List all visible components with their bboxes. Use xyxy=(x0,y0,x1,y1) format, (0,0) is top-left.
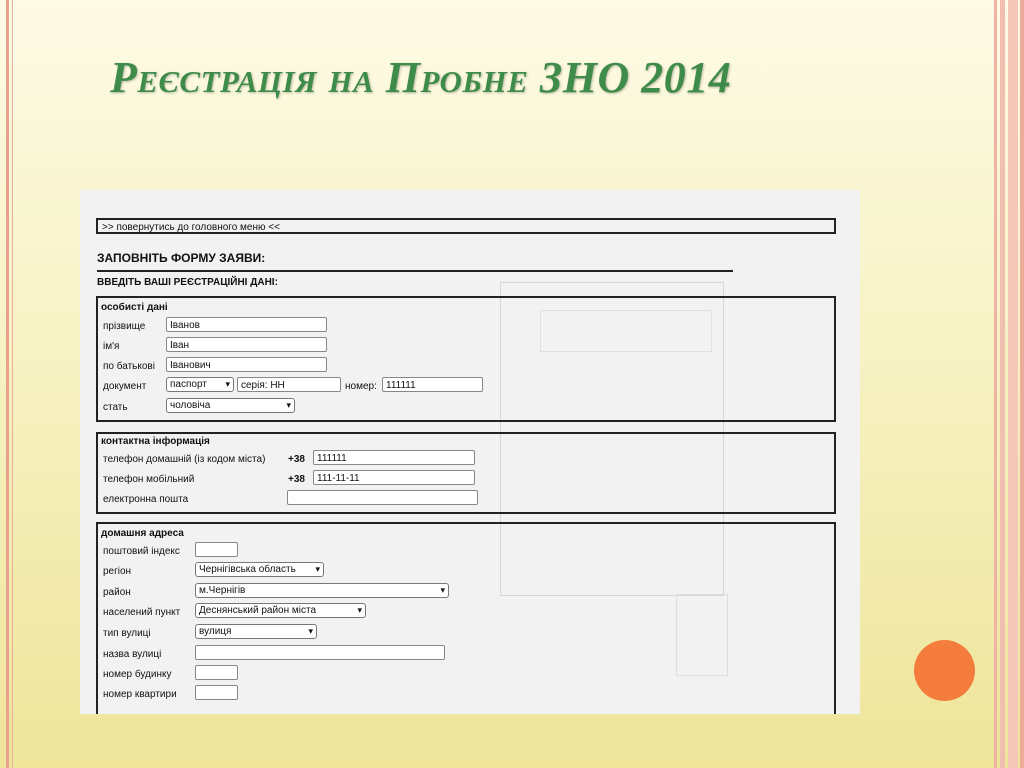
heading-divider xyxy=(97,270,733,272)
left-decor-stripe xyxy=(6,0,9,768)
mobile-phone-label: телефон мобільний xyxy=(103,474,195,485)
house-number-input[interactable] xyxy=(195,665,238,680)
gender-select-value: чоловіча xyxy=(170,400,211,411)
district-select[interactable] xyxy=(195,583,449,598)
decorative-orange-circle xyxy=(914,640,975,701)
personal-section-title: особисті дані xyxy=(101,302,168,313)
patronymic-label: по батькові xyxy=(103,361,155,372)
chevron-down-icon: ▾ xyxy=(308,626,313,636)
surname-input[interactable]: Іванов xyxy=(166,317,327,332)
street-type-select[interactable] xyxy=(195,624,317,639)
document-select-value: паспорт xyxy=(170,379,207,390)
gender-label: стать xyxy=(103,402,128,413)
left-decor-stripe-thin xyxy=(12,0,13,768)
address-section-title: домашня адреса xyxy=(101,528,184,539)
locality-label: населений пункт xyxy=(103,607,181,618)
document-select[interactable] xyxy=(166,377,234,392)
document-label: документ xyxy=(103,381,147,392)
mobile-phone-prefix: +38 xyxy=(288,474,305,485)
chevron-down-icon: ▾ xyxy=(315,564,320,574)
district-label: район xyxy=(103,587,131,598)
name-label: ім'я xyxy=(103,341,120,352)
house-number-label: номер будинку xyxy=(103,669,172,680)
home-phone-prefix: +38 xyxy=(288,454,305,465)
patronymic-input[interactable]: Іванович xyxy=(166,357,327,372)
right-decor-stripe xyxy=(1020,0,1024,768)
contact-section-title: контактна інформація xyxy=(101,436,210,447)
series-input[interactable]: серія: НН xyxy=(237,377,341,392)
chevron-down-icon: ▾ xyxy=(440,585,445,595)
right-decor-stripe xyxy=(1008,0,1018,768)
home-phone-label: телефон домашній (із кодом міста) xyxy=(103,454,266,465)
apartment-number-label: номер квартири xyxy=(103,689,177,700)
slide-title: Реєстрація на Пробне ЗНО 2014 xyxy=(110,53,732,102)
district-select-value: м.Чернігів xyxy=(199,585,246,596)
street-name-label: назва вулиці xyxy=(103,649,162,660)
form-heading: ЗАПОВНІТЬ ФОРМУ ЗАЯВИ: xyxy=(97,251,266,265)
region-label: регіон xyxy=(103,566,132,577)
postcode-label: поштовий індекс xyxy=(103,546,180,557)
locality-select-value: Деснянський район міста xyxy=(199,605,317,616)
name-input[interactable]: Іван xyxy=(166,337,327,352)
apartment-number-input[interactable] xyxy=(195,685,238,700)
right-decor-stripe xyxy=(994,0,997,768)
back-to-main-menu-link[interactable]: >> повернутись до головного меню << xyxy=(96,218,836,234)
chevron-down-icon: ▾ xyxy=(357,605,362,615)
registration-form-screenshot xyxy=(80,190,860,714)
mobile-phone-input[interactable]: 111-11-11 xyxy=(313,470,475,485)
street-type-label: тип вулиці xyxy=(103,628,151,639)
locality-select[interactable] xyxy=(195,603,366,618)
gender-select[interactable] xyxy=(166,398,295,413)
number-label: номер: xyxy=(345,381,377,392)
street-name-input[interactable] xyxy=(195,645,445,660)
email-input[interactable] xyxy=(287,490,478,505)
form-subheading: ВВЕДІТЬ ВАШІ РЕЄСТРАЦІЙНІ ДАНІ: xyxy=(97,277,278,288)
email-label: електронна пошта xyxy=(103,494,189,505)
chevron-down-icon: ▾ xyxy=(286,400,291,410)
street-type-select-value: вулиця xyxy=(199,626,232,637)
region-select-value: Чернігівська область xyxy=(199,564,296,575)
right-decor-stripe xyxy=(1000,0,1005,768)
region-select[interactable] xyxy=(195,562,324,577)
number-input[interactable]: 111111 xyxy=(382,377,483,392)
surname-label: прізвище xyxy=(103,321,146,332)
chevron-down-icon: ▾ xyxy=(225,379,230,389)
postcode-input[interactable] xyxy=(195,542,238,557)
home-phone-input[interactable]: 111111 xyxy=(313,450,475,465)
